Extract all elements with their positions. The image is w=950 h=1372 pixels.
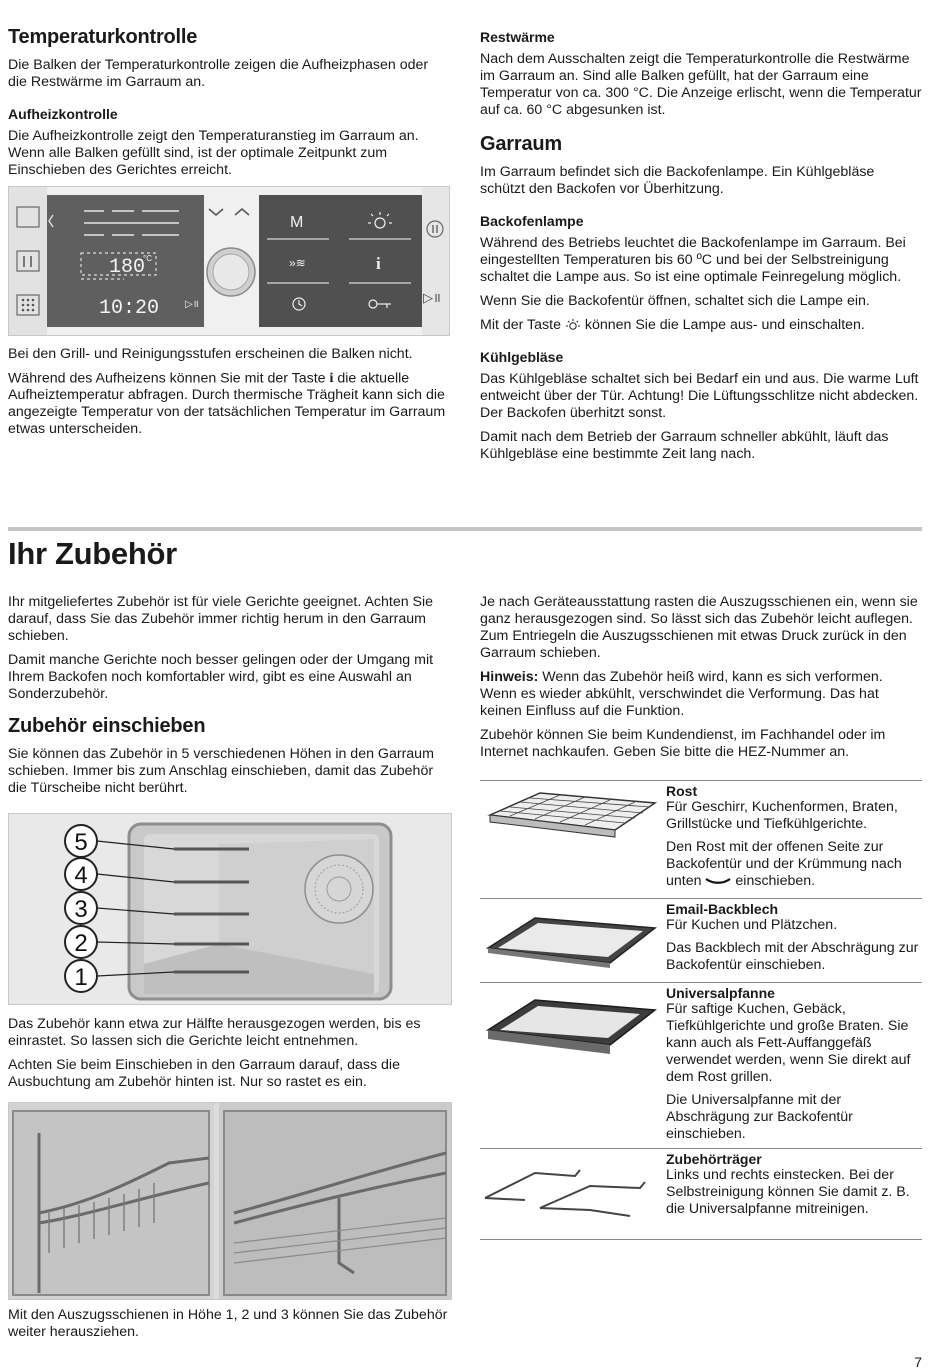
baking-tray-name: Email-Backblech xyxy=(666,901,779,917)
info-note: Während des Aufheizens können Sie mit der Taste i die aktuelle Aufheiztemperatur abfragen. Durch thermische Trägheit kann sich die angezeigte Temperatur von der tatsächlichen Temperatur im Garraum etwas unterscheiden. xyxy=(8,370,446,438)
section-divider xyxy=(8,527,922,531)
rails-text: Mit den Auszugsschienen in Höhe 1, 2 und 3 können Sie das Zubehör weiter herausziehen. xyxy=(8,1307,448,1340)
curvature-icon xyxy=(705,877,731,885)
temperature-notes xyxy=(8,346,448,445)
rails-note xyxy=(8,1307,448,1348)
universal-pan-text xyxy=(666,985,922,1149)
rack-text xyxy=(666,783,922,896)
residual-heat-title: Restwärme xyxy=(480,29,555,45)
lamp-key-icon xyxy=(565,318,581,332)
rack-instruction: Den Rost mit der offenen Seite zur Backofentür und der Krümmung nach unten einschieben. xyxy=(666,839,902,889)
rack-name: Rost xyxy=(666,783,698,799)
insert-title: Zubehör einschieben xyxy=(8,715,206,737)
heatup-text: Die Aufheizkontrolle zeigt den Temperaturanstieg im Garraum an. Wenn alle Balken gefüllt sind, ist der optimale Zeitpunkt zum Einschieben des Gerichtes erreicht. xyxy=(8,128,419,178)
temperature-title: Temperaturkontrolle xyxy=(8,26,198,48)
display-time: 10:20 xyxy=(99,297,160,320)
accessories-intro xyxy=(8,594,448,804)
cooling-fan-text-2: Damit nach dem Betrieb der Garraum schneller abkühlt, läuft das Kühlgebläse eine bestimmte Zeit lang nach. xyxy=(480,429,889,462)
control-panel-figure xyxy=(8,186,450,336)
baking-tray-desc-2: Das Backblech mit der Abschrägung zur Backofentür einschieben. xyxy=(666,940,919,973)
cooling-fan-title: Kühlgebläse xyxy=(480,349,564,365)
arrow-up-icon xyxy=(235,209,249,215)
level-4-label: 4 xyxy=(74,862,88,889)
level-5-label: 5 xyxy=(74,829,88,856)
insert-notes xyxy=(8,1016,448,1098)
microwave-icon: M xyxy=(290,214,304,231)
universal-pan-desc-1: Für saftige Kuchen, Gebäck, Tiefkühlgerichte und große Braten. Sie kann auch als Fett-Auffanggefäß verwendet werden, wenn Sie direkt auf dem Rost grillen. xyxy=(666,1001,911,1085)
baking-tray-desc-1: Für Kuchen und Plätzchen. xyxy=(666,917,838,933)
bulge-text: Achten Sie beim Einschieben in den Garraum darauf, dass die Ausbuchtung am Zubehör hinten ist. Nur so rastet es ein. xyxy=(8,1057,400,1090)
accessory-holder-desc: Links und rechts einstecken. Bei der Selbstreinigung können Sie damit z. B. die Universalpfanne mitreinigen. xyxy=(666,1167,910,1217)
grill-note: Bei den Grill- und Reinigungsstufen erscheinen die Balken nicht. xyxy=(8,346,413,362)
residual-heat-section xyxy=(480,29,922,470)
oven-lamp-text-3: Mit der Taste können Sie die Lampe aus- und einschalten. xyxy=(480,317,865,333)
half-pull-text: Das Zubehör kann etwa zur Hälfte herausgezogen werden, bis es einrastet. So lassen sich die Gerichte leicht entnehmen. xyxy=(8,1016,421,1049)
level-3-label: 3 xyxy=(74,896,88,923)
accessories-title: Ihr Zubehör xyxy=(8,536,177,571)
hint-text: Hinweis: Wenn das Zubehör heiß wird, kann es sich verformen. Wenn es wieder abkühlt, verschwindet die Verformung. Das hat keinen Einfluss auf die Funktion. xyxy=(480,669,883,719)
svg-text:°C: °C xyxy=(143,254,152,263)
purchase-text: Zubehör können Sie beim Kundendienst, im Fachhandel oder im Internet nachkaufen. Geben Sie bitte die HEZ-Nummer an. xyxy=(480,727,886,760)
universal-pan-desc-2: Die Universalpfanne mit der Abschrägung zur Backofentür einschieben. xyxy=(666,1092,853,1142)
info-icon: i xyxy=(376,254,381,273)
accessory-holder xyxy=(480,1148,922,1240)
oven-levels-figure xyxy=(8,813,452,1005)
baking-tray-image xyxy=(480,903,660,993)
temperature-section xyxy=(8,26,448,186)
page-number: 7 xyxy=(914,1354,922,1370)
accessory-holder-text xyxy=(666,1151,922,1224)
rails-engage-text: Je nach Geräteausstattung rasten die Auszugsschienen ein, wenn sie ganz herausgezogen sind. So lässt sich das Zubehör leicht auflegen. Zum Entriegeln die Auszugsschienen mit etwas Druck zurück in den Garraum schieben. xyxy=(480,594,918,661)
universal-pan-name: Universalpfanne xyxy=(666,985,775,1001)
arrow-down-icon xyxy=(209,209,223,215)
oven-lamp-text-2: Wenn Sie die Backofentür öffnen, schaltet sich die Lampe ein. xyxy=(480,293,870,309)
level-2-label: 2 xyxy=(74,930,88,957)
info-key-icon: i xyxy=(329,371,334,386)
insert-text: Sie können das Zubehör in 5 verschiedenen Höhen in den Garraum schieben. Immer bis zum Anschlag einschieben, damit das Zubehör die Türscheibe nicht berührt. xyxy=(8,746,434,796)
rack-image xyxy=(480,785,660,875)
heatup-title: Aufheizkontrolle xyxy=(8,106,118,122)
telescopic-rails-illustration xyxy=(9,1103,451,1299)
display-temperature: 180 xyxy=(109,256,146,279)
hotair-icon: »≋ xyxy=(289,256,306,270)
accessories-intro-1: Ihr mitgeliefertes Zubehör ist für viele Gerichte geeignet. Achten Sie darauf, dass Sie das Zubehör immer richtig herum in den Garraum schieben. xyxy=(8,594,434,644)
control-panel-illustration xyxy=(9,187,449,335)
accessory-holder-name: Zubehörträger xyxy=(666,1151,762,1167)
oven-cavity-text: Im Garraum befindet sich die Backofenlampe. Ein Kühlgebläse schützt den Backofen vor Überhitzung. xyxy=(480,164,875,197)
temperature-intro: Die Balken der Temperaturkontrolle zeigen die Aufheizphasen oder die Restwärme im Garraum an. xyxy=(8,57,429,90)
baking-tray-text xyxy=(666,901,922,980)
accessories-intro-2: Damit manche Gerichte noch besser gelingen oder der Umgang mit Ihrem Backofen noch komfortabler wird, gibt es eine Auswahl an Sonderzubehör. xyxy=(8,652,434,702)
level-1-label: 1 xyxy=(74,964,88,991)
oven-lamp-text-1: Während des Betriebs leuchtet die Backofenlampe im Garraum. Bei eingestellten Temperaturen bis 60 ºC und bei der Selbstreinigung schaltet die Lampe aus. So ist eine optimale Feinregelung möglich. xyxy=(480,235,906,285)
oven-cavity-title: Garraum xyxy=(480,133,562,155)
oven-lamp-title: Backofenlampe xyxy=(480,213,584,229)
telescopic-rails-figure xyxy=(8,1102,452,1300)
residual-heat-text: Nach dem Ausschalten zeigt die Temperaturkontrolle die Restwärme im Garraum an. Sind alle Balken gefüllt, hat der Garraum eine Temperatur von ca. 300 °C. Die Anzeige erlischt, wenn die Temperatur auf ca. 60 °C abgesunken ist. xyxy=(480,51,922,118)
universal-pan-image xyxy=(480,987,660,1077)
svg-text:▷॥: ▷॥ xyxy=(185,299,199,310)
cooling-fan-text-1: Das Kühlgebläse schaltet sich bei Bedarf ein und aus. Die warme Luft entweicht über der Tür. Achtung! Die Lüftungsschlitze nicht abdecken. Der Backofen überhitzt sonst. xyxy=(480,371,919,421)
accessory-universal-pan xyxy=(480,982,922,1149)
accessories-notes xyxy=(480,594,922,768)
start-pause-icon: ▷॥ xyxy=(423,290,441,305)
rack-desc: Für Geschirr, Kuchenformen, Braten, Grillstücke und Tiefkühlgerichte. xyxy=(666,799,898,832)
accessory-rack xyxy=(480,780,922,899)
accessory-baking-tray xyxy=(480,898,922,983)
oven-levels-illustration xyxy=(9,814,451,1004)
accessory-holder-image xyxy=(480,1153,660,1243)
